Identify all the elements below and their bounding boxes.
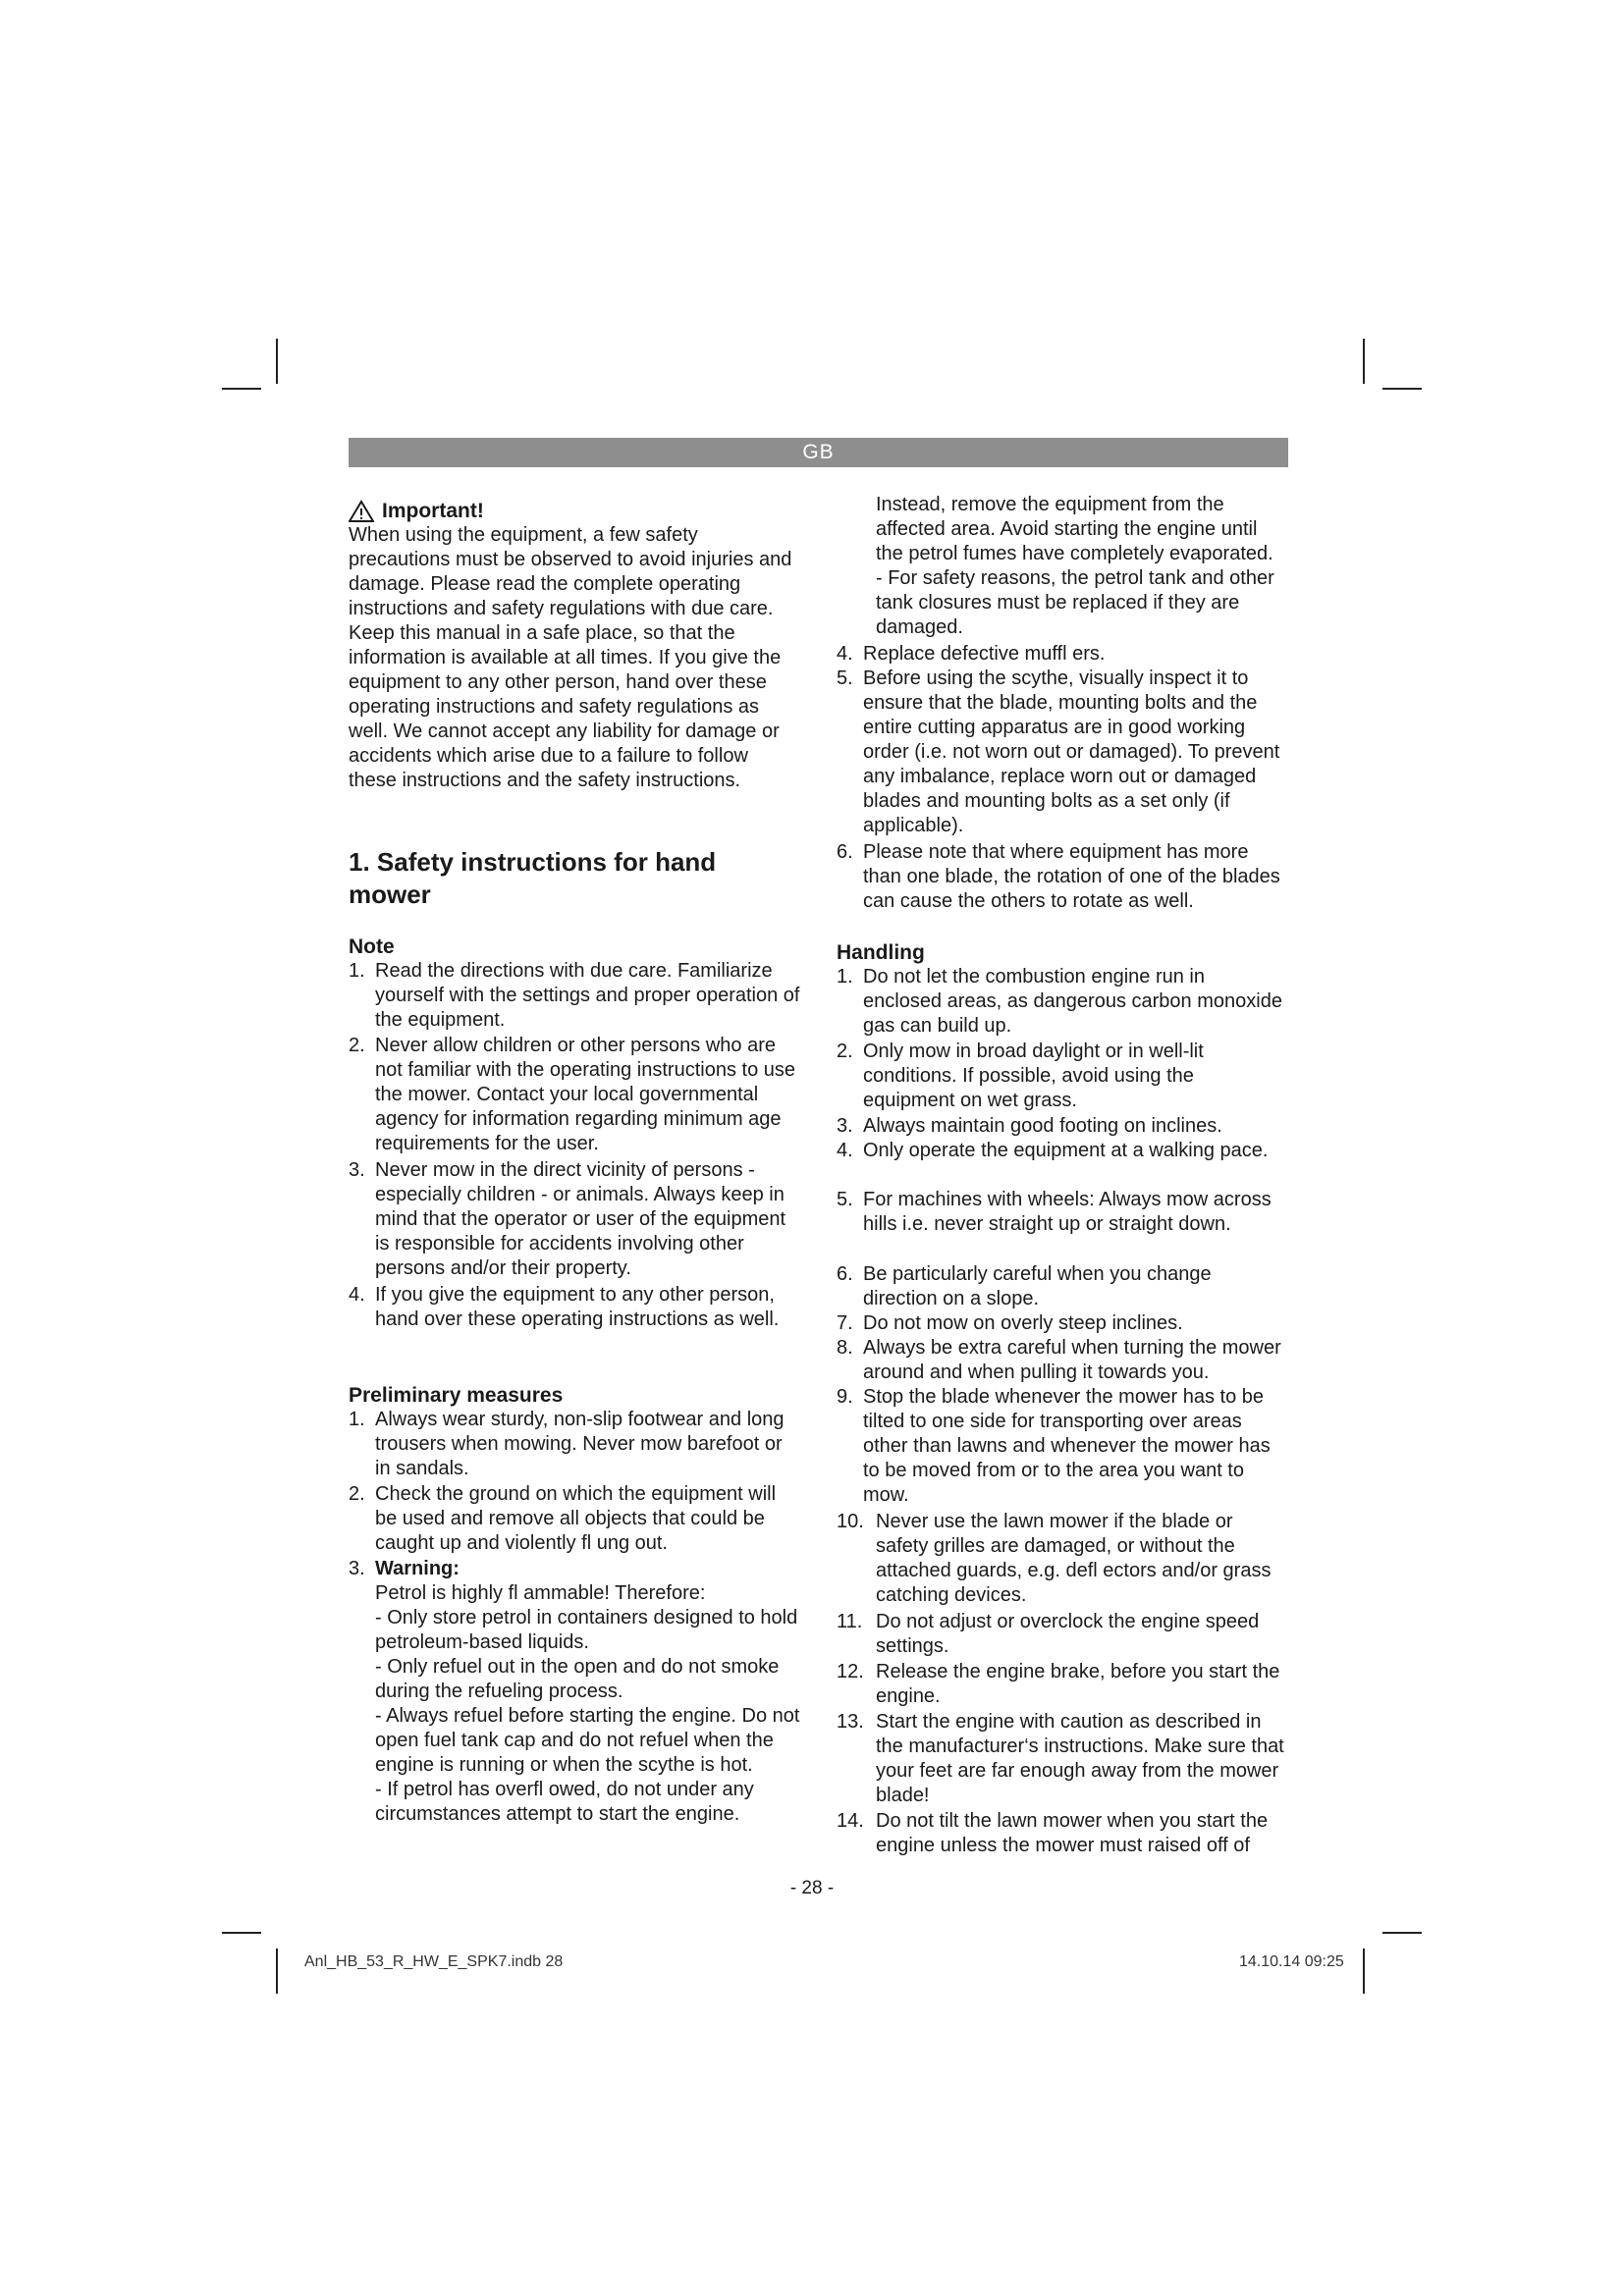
- crop-mark: [222, 388, 261, 390]
- list-item: [837, 1262, 1288, 1311]
- list-number: 9.: [837, 1386, 853, 1408]
- list-number: 3.: [349, 1558, 365, 1579]
- crop-mark: [276, 339, 278, 384]
- list-number: 8.: [837, 1337, 853, 1359]
- list-item: [837, 1040, 1288, 1113]
- note-heading: Note: [349, 935, 395, 958]
- list-item: [837, 1610, 1288, 1659]
- list-number: 5.: [837, 1189, 853, 1210]
- list-text: Never use the lawn mower if the blade or safety grilles are damaged, or without the attached guards, e.g. defl ectors and/or grass catching devices.: [876, 1511, 1272, 1606]
- footer-timestamp: 14.10.14 09:25: [1239, 1953, 1344, 1970]
- important-heading: [349, 499, 800, 523]
- warning-triangle-icon: [349, 500, 374, 523]
- list-text: Read the directions with due care. Familiarize yourself with the settings and proper operation of the equipment.: [375, 960, 800, 1031]
- list-number: 4.: [349, 1284, 365, 1306]
- list-number: 2.: [837, 1041, 853, 1062]
- list-text: Never mow in the direct vicinity of persons - especially children - or animals. Always keep in mind that the operator or user of the equipment is responsible for accidents involving other persons and/or their property.: [375, 1159, 786, 1279]
- list-item: [837, 1385, 1288, 1508]
- footer-filename: Anl_HB_53_R_HW_E_SPK7.indb 28: [304, 1953, 564, 1970]
- list-text: Check the ground on which the equipment will be used and remove all objects that could be caught up and violently fl ung out.: [375, 1483, 777, 1554]
- page-number: - 28 -: [789, 1878, 835, 1898]
- list-text: Always wear sturdy, non-slip footwear and long trousers when mowing. Never mow barefoot or in sandals.: [375, 1409, 785, 1479]
- list-text: Start the engine with caution as described in the manufacturer‘s instructions. Make sure that your feet are far enough away from the mower blade!: [876, 1711, 1284, 1806]
- list-number: 1.: [349, 960, 365, 982]
- list-text: Only operate the equipment at a walking pace.: [863, 1140, 1269, 1161]
- warning-line: - If petrol has overfl owed, do not under any circumstances attempt to start the engine.: [375, 1779, 754, 1825]
- continued-warning: [837, 493, 1288, 640]
- list-number: 13.: [837, 1711, 864, 1733]
- list-number: 1.: [837, 966, 853, 988]
- list-text: Please note that where equipment has more than one blade, the rotation of one of the blades can cause the others to rotate as well.: [863, 841, 1280, 912]
- list-text: Be particularly careful when you change direction on a slope.: [863, 1263, 1212, 1309]
- list-number: 12.: [837, 1661, 864, 1682]
- crop-mark: [276, 1949, 278, 1994]
- list-item: [349, 1283, 800, 1332]
- list-number: 7.: [837, 1312, 853, 1334]
- list-text: If you give the equipment to any other person, hand over these operating instructions as well.: [375, 1284, 780, 1330]
- list-text: Always maintain good footing on inclines.: [863, 1115, 1222, 1137]
- list-item: [837, 1114, 1288, 1139]
- list-text: Before using the scythe, visually inspect it to ensure that the blade, mounting bolts and the entire cutting apparatus are in good working order (i.e. not worn out or damaged). To prevent any imbalance, replace worn out or damaged blades and mounting bolts as a set only (if applicable).: [863, 667, 1280, 836]
- warning-line: - Only store petrol in containers designed to hold petroleum-based liquids.: [375, 1607, 798, 1653]
- language-header: GB: [349, 438, 1288, 467]
- warning-line: - Only refuel out in the open and do not smoke during the refueling process.: [375, 1656, 780, 1702]
- list-number: 1.: [349, 1409, 365, 1430]
- list-text: Never allow children or other persons who are not familiar with the operating instructions to use the mower. Contact your local governmental agency for information regarding minimum age requirements for the user.: [375, 1035, 795, 1154]
- list-number: 4.: [837, 643, 853, 665]
- list-item: [837, 642, 1288, 667]
- list-text: Only mow in broad daylight or in well-lit conditions. If possible, avoid using the equipment on wet grass.: [863, 1041, 1204, 1111]
- continued-line: Instead, remove the equipment from the affected area. Avoid starting the engine until the petrol fumes have completely evaporated.: [876, 494, 1273, 564]
- list-item: [837, 840, 1288, 914]
- list-text: Do not adjust or overclock the engine speed settings.: [876, 1611, 1260, 1657]
- list-number: 2.: [349, 1483, 365, 1505]
- list-item: [837, 1510, 1288, 1608]
- continued-line: - For safety reasons, the petrol tank and other tank closures must be replaced if they are damaged.: [876, 567, 1274, 638]
- important-title: Important!: [382, 500, 484, 522]
- list-item: [349, 1408, 800, 1481]
- list-text: Stop the blade whenever the mower has to be tilted to one side for transporting over areas other than lawns and whenever the mower has to be moved from or to the area you want to mow.: [863, 1386, 1271, 1506]
- list-item: [837, 1188, 1288, 1237]
- preliminary-heading: Preliminary measures: [349, 1384, 564, 1407]
- crop-mark: [1363, 339, 1365, 384]
- handling-heading: Handling: [837, 941, 925, 964]
- crop-mark: [1382, 388, 1422, 390]
- warning-line: - Always refuel before starting the engine. Do not open fuel tank cap and do not refuel when the engine is running or when the scythe is hot.: [375, 1705, 800, 1776]
- list-number: 5.: [837, 667, 853, 689]
- list-item: [349, 1482, 800, 1556]
- list-item: [837, 1311, 1288, 1336]
- list-text: Release the engine brake, before you start the engine.: [876, 1661, 1280, 1707]
- list-number: 6.: [837, 1263, 853, 1285]
- crop-mark: [1382, 1932, 1422, 1934]
- warning-line: Petrol is highly fl ammable! Therefore:: [375, 1582, 706, 1604]
- list-item: [349, 1034, 800, 1156]
- warning-label: Warning:: [375, 1558, 460, 1579]
- list-number: 3.: [837, 1115, 853, 1137]
- list-text: Do not let the combustion engine run in enclosed areas, as dangerous carbon monoxide gas can build up.: [863, 966, 1282, 1037]
- section-title: 1. Safety instructions for hand mower: [349, 847, 717, 909]
- list-item: [837, 1660, 1288, 1709]
- warning-item: [349, 1557, 800, 1827]
- list-text: Always be extra careful when turning the mower around and when pulling it towards you.: [863, 1337, 1281, 1383]
- list-number: 14.: [837, 1810, 864, 1832]
- crop-mark: [1363, 1949, 1365, 1994]
- list-text: For machines with wheels: Always mow across hills i.e. never straight up or straight down.: [863, 1189, 1272, 1235]
- list-item: [837, 1336, 1288, 1385]
- list-number: 10.: [837, 1511, 864, 1532]
- list-item: [349, 1158, 800, 1281]
- list-number: 6.: [837, 841, 853, 863]
- list-text: Do not mow on overly steep inclines.: [863, 1312, 1183, 1334]
- intro-paragraph: When using the equipment, a few safety precautions must be observed to avoid injuries and damage. Please read the complete operating instructions and safety regulations with due care. Keep this manual in a safe place, so that the information is available at all times. If you give the equipment to any other person, hand over these operating instructions and safety regulations as well. We cannot accept any liability for damage or accidents which arise due to a failure to follow these instructions and the safety instructions.: [349, 524, 792, 791]
- list-item: [837, 965, 1288, 1039]
- list-item: [837, 1139, 1288, 1163]
- list-item: [837, 1710, 1288, 1808]
- list-number: 3.: [349, 1159, 365, 1181]
- list-item: [837, 1809, 1288, 1858]
- list-text: Do not tilt the lawn mower when you start the engine unless the mower must raised off of: [876, 1810, 1269, 1856]
- crop-mark: [222, 1932, 261, 1934]
- list-number: 2.: [349, 1035, 365, 1056]
- list-text: Replace defective muffl ers.: [863, 643, 1106, 665]
- list-item: [349, 959, 800, 1033]
- list-item: [837, 667, 1288, 838]
- list-number: 11.: [837, 1611, 863, 1632]
- list-number: 4.: [837, 1140, 853, 1161]
